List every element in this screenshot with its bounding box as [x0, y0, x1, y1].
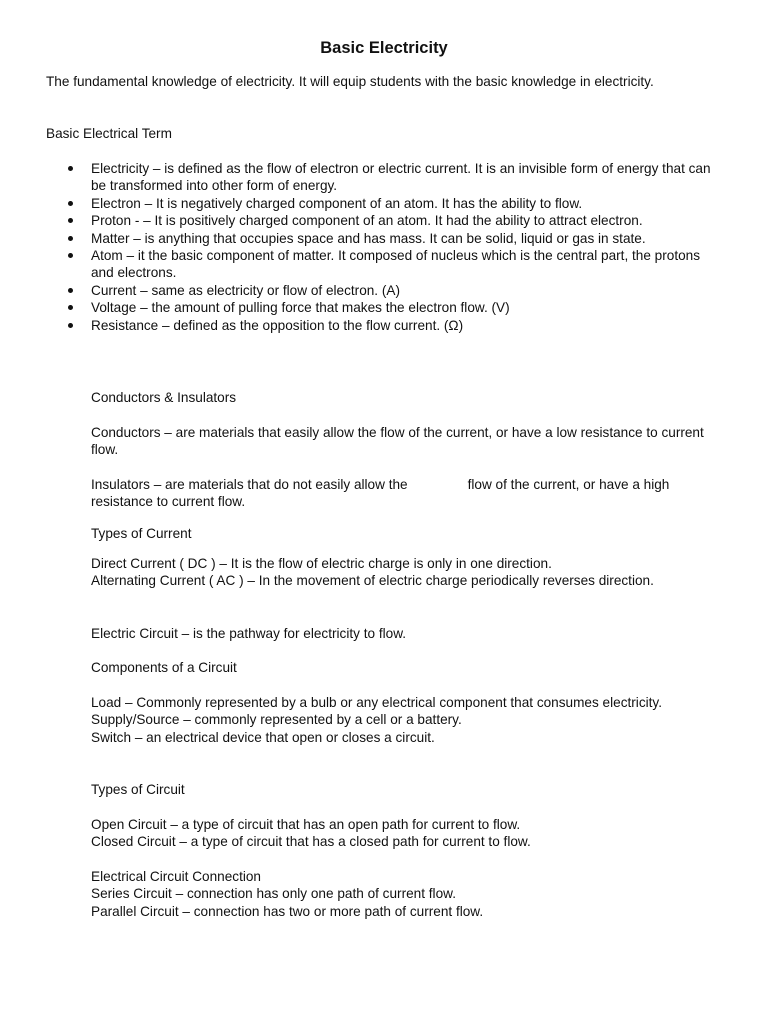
alternating-current-text: Alternating Current ( AC ) – In the movement of electric charge periodically reverses direction. [91, 573, 654, 589]
terms-list [46, 160, 726, 334]
list-item: Electricity – is defined as the flow of electron or electric current. It is an invisible form of energy that can be transformed into other form of energy. [46, 160, 726, 195]
current-types-paragraph [91, 555, 711, 590]
components-paragraph [91, 694, 711, 746]
bullet-icon [68, 323, 73, 328]
components-heading: Components of a Circuit [91, 660, 237, 675]
series-circuit-text: Series Circuit – connection has only one path of current flow. [91, 886, 456, 902]
open-circuit-text: Open Circuit – a type of circuit that has an open path for current to flow. [91, 817, 521, 832]
list-item: Resistance – defined as the opposition to the flow current. (Ω) [46, 317, 726, 334]
connection-paragraph [91, 868, 711, 920]
terms-heading: Basic Electrical Term [46, 126, 172, 141]
direct-current-text: Direct Current ( DC ) – It is the flow of electric charge is only in one direction. [91, 556, 552, 571]
list-item: Proton - – It is positively charged component of an atom. It had the ability to attract electron. [46, 212, 726, 229]
circuit-types-heading: Types of Circuit [91, 782, 185, 797]
bullet-icon [68, 305, 73, 310]
supply-text: Supply/Source – commonly represented by a cell or a battery. [91, 712, 462, 728]
list-item: Voltage – the amount of pulling force that makes the electron flow. (V) [46, 299, 726, 316]
circuit-types-paragraph [91, 816, 711, 851]
list-item: Atom – it the basic component of matter. It composed of nucleus which is the central part, the protons and electrons. [46, 247, 726, 282]
parallel-circuit-text: Parallel Circuit – connection has two or more path of current flow. [91, 903, 484, 919]
closed-circuit-text: Closed Circuit – a type of circuit that has a closed path for current to flow. [91, 834, 531, 850]
bullet-icon [68, 166, 73, 171]
page-title: Basic Electricity [320, 39, 448, 57]
bullet-icon [68, 218, 73, 223]
current-types-heading: Types of Current [91, 526, 192, 541]
bullet-icon [68, 288, 73, 293]
electric-circuit-text: Electric Circuit – is the pathway for electricity to flow. [91, 626, 407, 641]
list-item: Current – same as electricity or flow of electron. (A) [46, 282, 726, 299]
bullet-icon [68, 236, 73, 241]
connection-heading: Electrical Circuit Connection [91, 869, 261, 884]
conductors-paragraph: Conductors – are materials that easily allow the flow of the current, or have a low resistance to current flow. [91, 425, 704, 458]
bullet-icon [68, 253, 73, 258]
load-text: Load – Commonly represented by a bulb or any electrical component that consumes electricity. [91, 695, 662, 710]
list-item: Electron – It is negatively charged component of an atom. It has the ability to flow. [46, 195, 726, 212]
bullet-icon [68, 201, 73, 206]
conductors-heading: Conductors & Insulators [91, 390, 237, 405]
intro-paragraph: The fundamental knowledge of electricity. It will equip students with the basic knowledge in electricity. [46, 74, 654, 89]
switch-text: Switch – an electrical device that open or closes a circuit. [91, 729, 435, 745]
list-item: Matter – is anything that occupies space and has mass. It can be solid, liquid or gas in state. [46, 230, 726, 247]
insulators-paragraph: Insulators – are materials that do not easily allow the flow of the current, or have a high resistance to current flow. [91, 477, 670, 510]
